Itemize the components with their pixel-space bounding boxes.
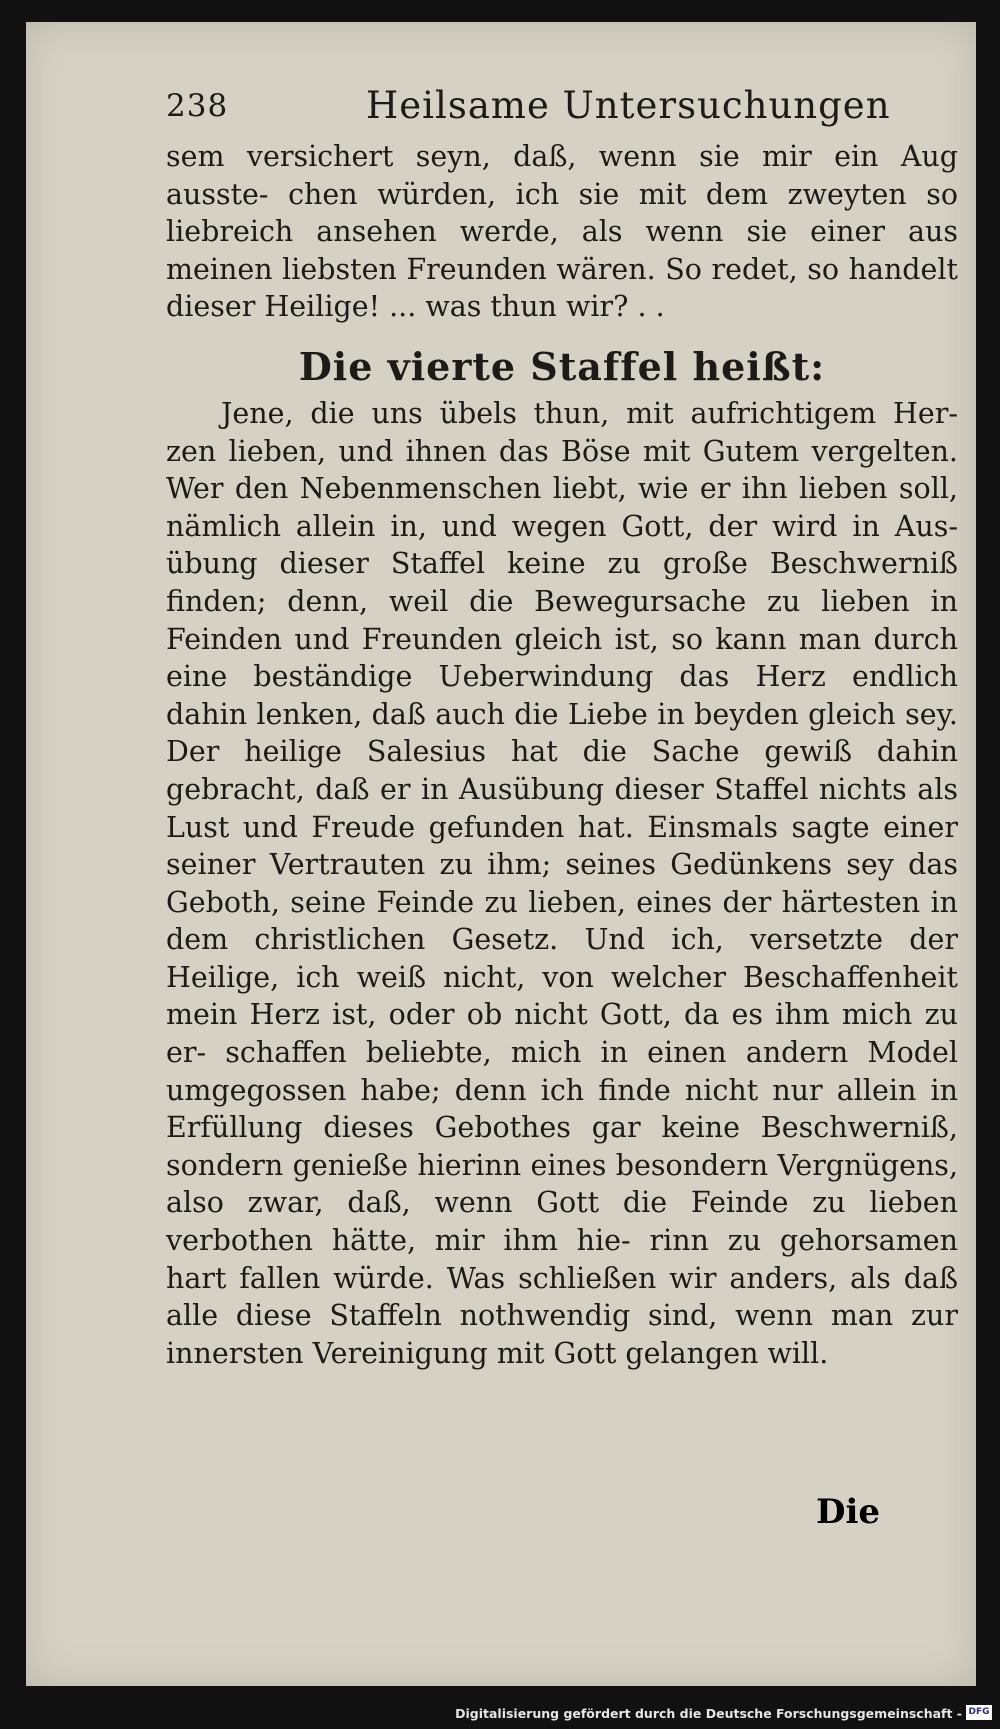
footer-bar <box>0 1700 1000 1729</box>
page-content <box>166 80 976 1372</box>
running-head <box>166 80 976 138</box>
catchword: Die <box>815 1492 880 1532</box>
page-number: 238 <box>166 88 229 124</box>
section-heading: Die vierte Staffel heißt: <box>298 343 826 389</box>
section-paragraph: Jene, die uns übels thun, mit aufrichtigem Her- zen lieben, und ihnen das Böse mit Gutem vergelten. Wer den Nebenmenschen liebt, wie er ihn lieben soll, nämlich allein in, und wegen Gott, der wird in Aus- übung dieser Staffel keine zu große Beschwerniß finden; denn, weil die Bewegursache zu lieben in Feinden und Freunden gleich ist, so kann man durch eine beständige Ueberwindung das Herz endlich dahin lenken, daß auch die Liebe in beyden gleich sey. Der heilige Salesius hat die Sache gewiß dahin gebracht, daß er in Ausübung dieser Staffel nichts als Lust und Freude gefunden hat. Einsmals sagte einer seiner Vertrauten zu ihm; seines Gedünkens sey das Geboth, seine Feinde zu lieben, eines der härtesten in dem christlichen Gesetz. Und ich, versetzte der Heilige, ich weiß nicht, von welcher Beschaffenheit mein Herz ist, oder ob nicht Gott, da es ihm mich zu er- schaffen beliebte, mich in einen andern Model umgegossen habe; denn ich finde nicht nur allein in Erfüllung dieses Gebothes gar keine Beschwerniß, sondern genieße hierinn eines besondern Vergnügens, also zwar, daß, wenn Gott die Feinde zu lieben verbothen hätte, mir ihm hie- rinn zu gehorsamen hart fallen würde. Was schließen wir anders, als daß alle diese Staffeln nothwendig sind, wenn man zur innersten Vereinigung mit Gott gelangen will. <box>166 396 958 1370</box>
book-page <box>26 22 976 1686</box>
footer-credit: Digitalisierung gefördert durch die Deutsche Forschungsgemeinschaft - <box>455 1706 962 1721</box>
running-title: Heilsame Untersuchungen <box>366 84 891 127</box>
continuation-paragraph: sem versichert seyn, daß, wenn sie mir ein Aug ausste- chen würden, ich sie mit dem zweyten so liebreich ansehen werde, als wenn sie einer aus meinen liebsten Freunden wären. So redet, so handelt dieser Heilige! ... was thun wir? . . <box>166 140 958 324</box>
dfg-logo-icon: DFG <box>966 1705 992 1720</box>
